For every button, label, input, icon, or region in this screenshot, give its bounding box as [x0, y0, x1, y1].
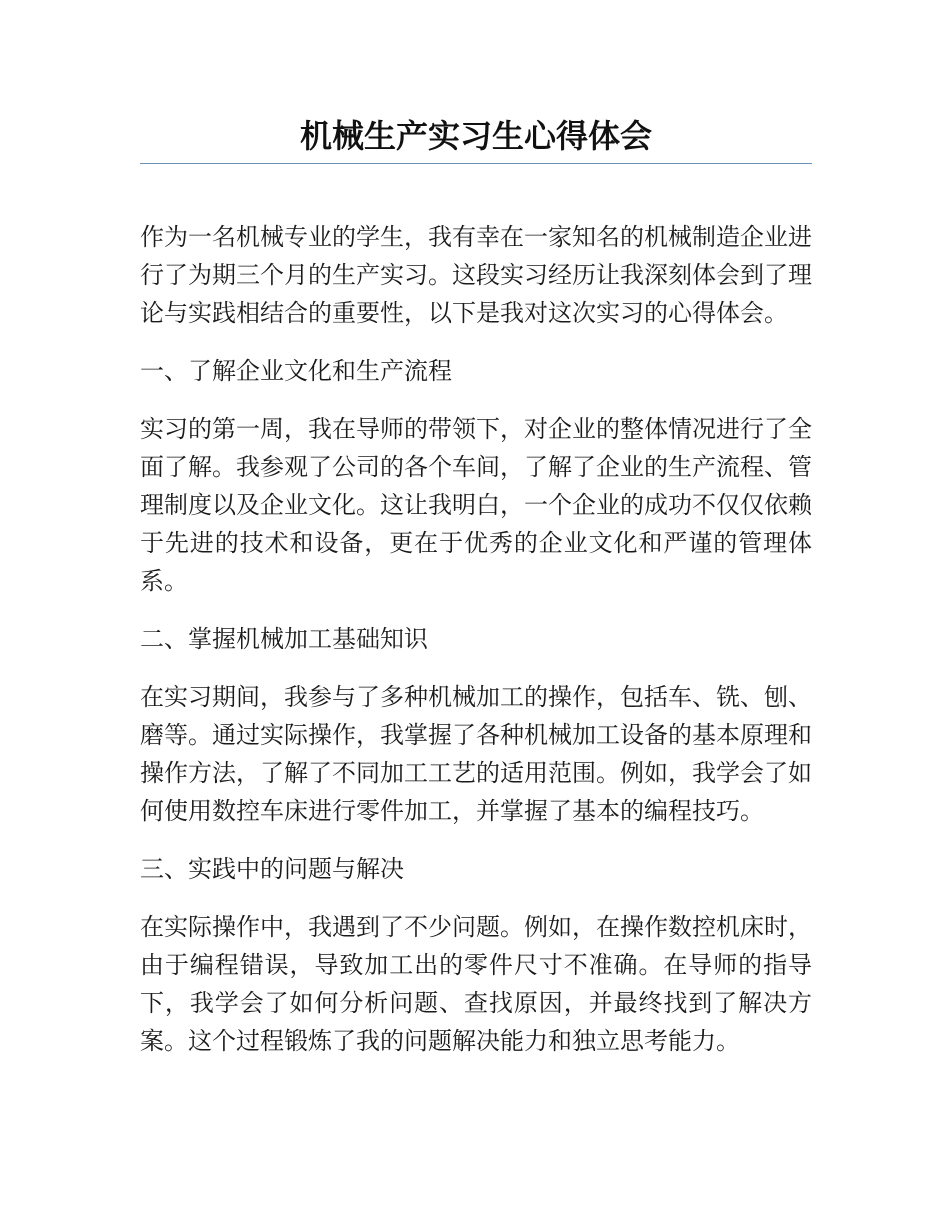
document-body	[140, 218, 812, 1080]
section-paragraph-3: 在实际操作中，我遇到了不少问题。例如，在操作数控机床时，由于编程错误，导致加工出的零件尺寸不准确。在导师的指导下，我学会了如何分析问题、查找原因，并最终找到了解决方案。这个过程锻炼了我的问题解决能力和独立思考能力。	[140, 913, 812, 1055]
section-paragraph-1: 实习的第一周，我在导师的带领下，对企业的整体情况进行了全面了解。我参观了公司的各个车间，了解了企业的生产流程、管理制度以及企业文化。这让我明白，一个企业的成功不仅仅依赖于先进的技术和设备，更在于优秀的企业文化和严谨的管理体系。	[140, 415, 812, 595]
section-heading-2: 二、掌握机械加工基础知识	[140, 625, 428, 653]
section-heading-3: 三、实践中的问题与解决	[140, 855, 404, 883]
intro-paragraph: 作为一名机械专业的学生，我有幸在一家知名的机械制造企业进行了为期三个月的生产实习。这段实习经历让我深刻体会到了理论与实践相结合的重要性，以下是我对这次实习的心得体会。	[140, 223, 812, 327]
section-paragraph-2: 在实习期间，我参与了多种机械加工的操作，包括车、铣、刨、磨等。通过实际操作，我掌握了各种机械加工设备的基本原理和操作方法，了解了不同加工工艺的适用范围。例如，我学会了如何使用数控车床进行零件加工，并掌握了基本的编程技巧。	[140, 683, 812, 825]
document-title: 机械生产实习生心得体会	[299, 117, 652, 155]
section-heading-1: 一、了解企业文化和生产流程	[140, 357, 452, 385]
title-underline	[140, 163, 812, 164]
